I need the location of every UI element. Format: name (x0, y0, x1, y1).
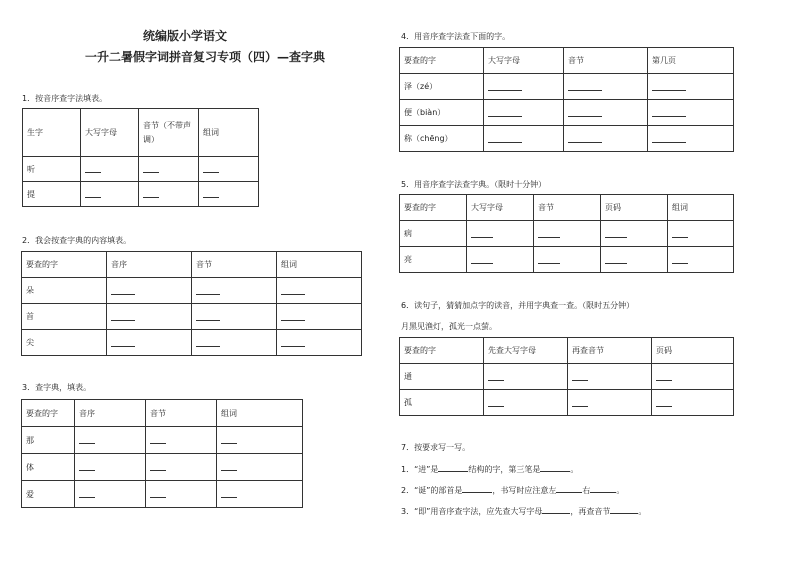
answer-blank[interactable] (534, 247, 601, 273)
page-title-line2: 一升二暑假字词拼音复习专项（四）—查字典 (84, 50, 325, 64)
answer-blank[interactable] (192, 330, 277, 356)
q1-header-cell: 音节（不带声调） (139, 109, 199, 157)
q6-header-cell: 页码 (652, 338, 734, 364)
q6-heading: 6．读句子，猜猜加点字的读音，并用字典查一查。（限时五分钟） (401, 301, 635, 310)
answer-blank[interactable] (668, 247, 734, 273)
q1-header-cell: 大写字母 (81, 109, 139, 157)
q7-heading: 7．按要求写一写。 (401, 443, 471, 452)
q5-header-cell: 组词 (668, 195, 734, 221)
q7-item-1-text-c: 。 (570, 465, 579, 474)
fill-blank[interactable] (540, 463, 570, 472)
q7-item-2-text-b: ，书写时应注意左 (492, 486, 557, 495)
q5-header-cell: 要查的字 (400, 195, 467, 221)
q5-heading: 5．用音序查字法查字典。（限时十分钟） (401, 180, 547, 189)
answer-blank[interactable] (484, 74, 564, 100)
answer-blank[interactable] (484, 390, 568, 416)
q4-char-cell: 泽（zé） (400, 74, 484, 100)
q4-header-cell: 要查的字 (400, 48, 484, 74)
q1-table (22, 108, 259, 207)
q4-header-cell: 大写字母 (484, 48, 564, 74)
answer-blank[interactable] (601, 247, 668, 273)
answer-blank[interactable] (217, 427, 303, 454)
q7-item-3-text-b: ，再查音节 (570, 507, 611, 516)
answer-blank[interactable] (484, 364, 568, 390)
answer-blank[interactable] (81, 157, 139, 182)
q1-header-cell: 组词 (199, 109, 259, 157)
answer-blank[interactable] (139, 182, 199, 207)
q2-char-cell: 首 (22, 304, 107, 330)
q5-header-cell: 大写字母 (467, 195, 534, 221)
answer-blank[interactable] (199, 182, 259, 207)
q7-item-2 (401, 484, 624, 496)
q2-header-cell: 要查的字 (22, 252, 107, 278)
q6-header-cell: 先查大写字母 (484, 338, 568, 364)
q2-heading: 2．我会按查字典的内容填表。 (22, 236, 132, 245)
q4-header-cell: 音节 (564, 48, 648, 74)
answer-blank[interactable] (146, 454, 217, 481)
q6-header-cell: 再查音节 (568, 338, 652, 364)
answer-blank[interactable] (81, 182, 139, 207)
q7-item-1-text-b: 结构的字，第三笔是 (468, 465, 541, 474)
q7-item-1 (401, 463, 578, 475)
answer-blank[interactable] (146, 427, 217, 454)
q7-item-3 (401, 505, 646, 517)
q3-table (21, 399, 303, 508)
answer-blank[interactable] (564, 74, 648, 100)
q3-char-cell: 爱 (22, 481, 75, 508)
q3-header-cell: 要查的字 (22, 400, 75, 427)
q4-heading: 4．用音序查字法查下面的字。 (401, 32, 511, 41)
q5-header-cell: 页码 (601, 195, 668, 221)
q5-char-cell: 亮 (400, 247, 467, 273)
page-title-line1: 统编版小学语文 (142, 29, 227, 43)
answer-blank[interactable] (192, 278, 277, 304)
q6-header-cell: 要查的字 (400, 338, 484, 364)
fill-blank[interactable] (590, 484, 616, 493)
q1-char-cell: 听 (23, 157, 81, 182)
fill-blank[interactable] (438, 463, 468, 472)
q1-header-cell: 生字 (23, 109, 81, 157)
answer-blank[interactable] (75, 427, 146, 454)
q7-item-2-text-c: 右 (582, 486, 591, 495)
q3-char-cell: 体 (22, 454, 75, 481)
answer-blank[interactable] (668, 221, 734, 247)
q2-header-cell: 音序 (107, 252, 192, 278)
q2-header-cell: 音节 (192, 252, 277, 278)
fill-blank[interactable] (462, 484, 492, 493)
answer-blank[interactable] (467, 221, 534, 247)
q1-heading: 1．按音序查字法填表。 (22, 94, 108, 103)
answer-blank[interactable] (75, 454, 146, 481)
q4-header-cell: 第几页 (648, 48, 734, 74)
q7-item-2-text-d: 。 (616, 486, 625, 495)
q2-char-cell: 尖 (22, 330, 107, 356)
answer-blank[interactable] (467, 247, 534, 273)
answer-blank[interactable] (648, 100, 734, 126)
answer-blank[interactable] (564, 100, 648, 126)
answer-blank[interactable] (484, 100, 564, 126)
fill-blank[interactable] (556, 484, 582, 493)
q7-item-3-text-c: 。 (638, 507, 647, 516)
q4-char-cell: 便（biàn） (400, 100, 484, 126)
q7-item-2-text-a: 2．“诞”的部首是 (401, 486, 463, 495)
q3-header-cell: 音序 (75, 400, 146, 427)
answer-blank[interactable] (568, 364, 652, 390)
answer-blank[interactable] (75, 481, 146, 508)
answer-blank[interactable] (277, 330, 362, 356)
answer-blank[interactable] (652, 364, 734, 390)
q6-char-cell: 通 (400, 364, 484, 390)
q6-sentence: 月黑见渔灯，孤光一点萤。 (401, 322, 497, 331)
q2-table (21, 251, 362, 356)
answer-blank[interactable] (199, 157, 259, 182)
answer-blank[interactable] (192, 304, 277, 330)
q5-table (399, 194, 734, 273)
answer-blank[interactable] (277, 304, 362, 330)
q3-header-cell: 组词 (217, 400, 303, 427)
q2-header-cell: 组词 (277, 252, 362, 278)
q1-char-cell: 提 (23, 182, 81, 207)
answer-blank[interactable] (534, 221, 601, 247)
answer-blank[interactable] (107, 304, 192, 330)
answer-blank[interactable] (217, 454, 303, 481)
q5-char-cell: 病 (400, 221, 467, 247)
q6-table (399, 337, 734, 416)
answer-blank[interactable] (277, 278, 362, 304)
answer-blank[interactable] (146, 481, 217, 508)
q7-item-1-text-a: 1．“进”是 (401, 465, 439, 474)
answer-blank[interactable] (601, 221, 668, 247)
answer-blank[interactable] (484, 126, 564, 152)
q4-table (399, 47, 734, 152)
answer-blank[interactable] (648, 126, 734, 152)
q7-item-3-text-a: 3．“即”用音序查字法，应先查大写字母 (401, 507, 543, 516)
answer-blank[interactable] (107, 330, 192, 356)
q3-char-cell: 那 (22, 427, 75, 454)
answer-blank[interactable] (217, 481, 303, 508)
answer-blank[interactable] (107, 278, 192, 304)
answer-blank[interactable] (648, 74, 734, 100)
q2-char-cell: 朵 (22, 278, 107, 304)
q5-header-cell: 音节 (534, 195, 601, 221)
q3-heading: 3．查字典，填表。 (22, 383, 92, 392)
q6-char-cell: 孤 (400, 390, 484, 416)
fill-blank[interactable] (610, 505, 638, 514)
answer-blank[interactable] (568, 390, 652, 416)
answer-blank[interactable] (652, 390, 734, 416)
q4-char-cell: 称（chēng） (400, 126, 484, 152)
answer-blank[interactable] (564, 126, 648, 152)
fill-blank[interactable] (542, 505, 570, 514)
answer-blank[interactable] (139, 157, 199, 182)
q3-header-cell: 音节 (146, 400, 217, 427)
